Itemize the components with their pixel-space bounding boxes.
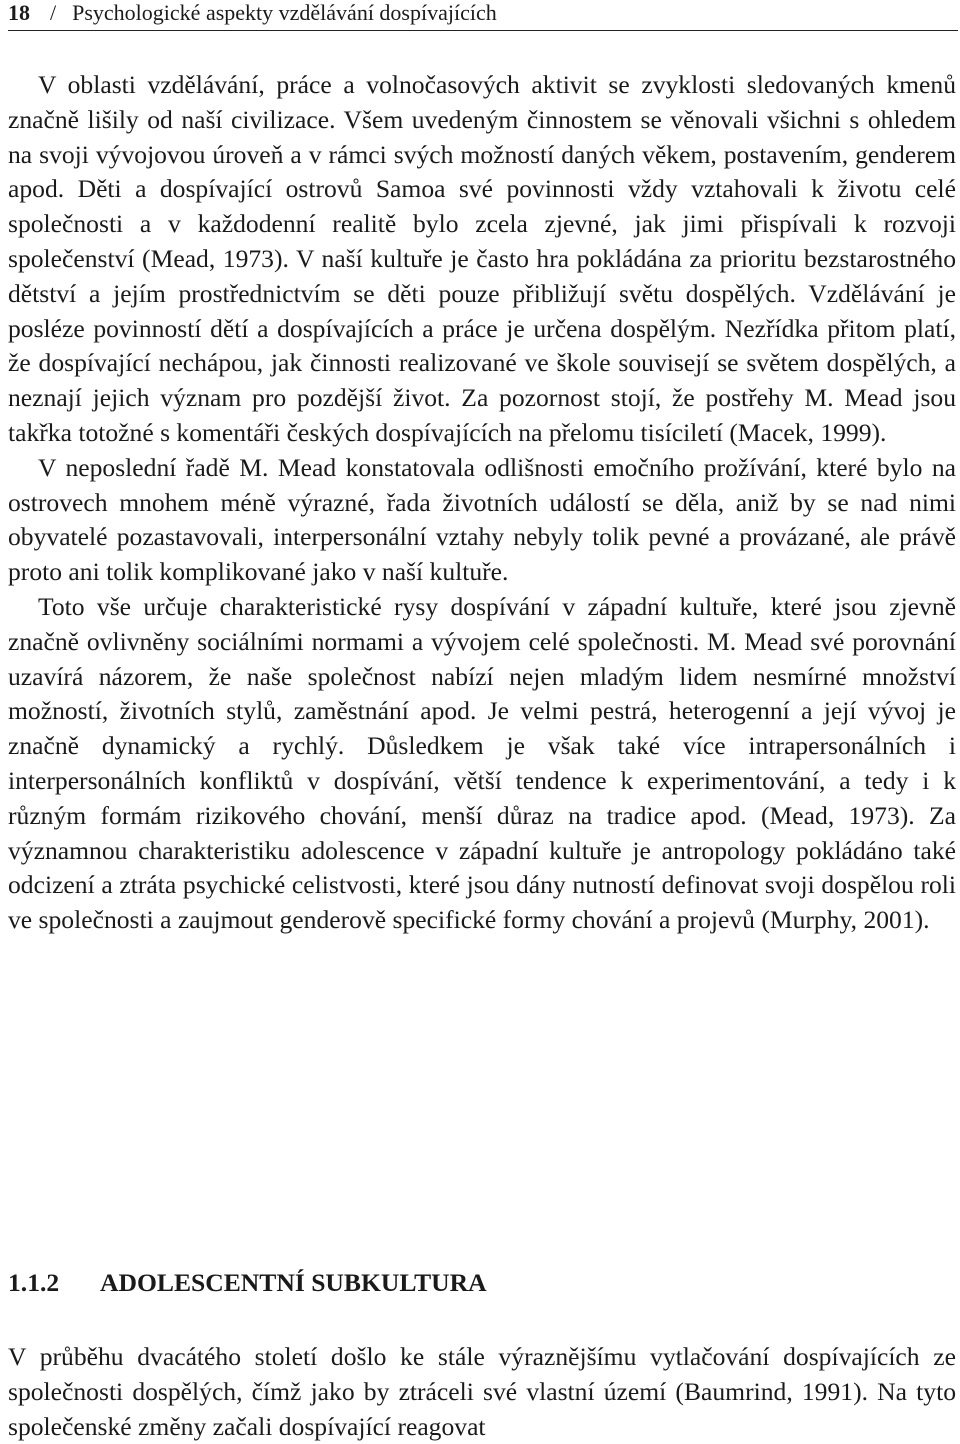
header-separator: / [50,0,57,25]
paragraph-education: V oblasti vzdělávání, práce a volnočasových aktivit se zvyklosti sledovaných kmenů značně lišily od naší civilizace. Všem uvedeným činnostem se věnovali všichni s ohledem na svoji vývojovou úroveň a v rámci svých možností daných věkem, postavením, genderem apod. Děti a dospívající ostrovů Samoa své povinnosti vždy vztahovali k životu celé společnosti a v každodenní realitě bylo zcela zjevné, jak jimi přispívali k rozvoji společenství (Mead, 1973). V naší kultuře je často hra pokládána za prioritu bezstarostného dětství a jejím prostřednictvím se děti pouze přibližují světu dospělých. Vzdělávání je posléze povinností dětí a dospívajících a práce je určena dospělým. Nezřídka přitom platí, že dospívající nechápou, jak činnosti realizované ve škole souvisejí se světem dospělých, a neznají jejich význam pro pozdější život. Za pozornost stojí, že postřehy M. Mead jsou takřka totožné s komentáři českých dospívajících na přelomu tisíciletí (Macek, 1999). [8,70,956,447]
page-number: 18 [8,0,30,25]
section-number: 1.1.2 [8,1268,60,1297]
section-heading [8,1266,487,1300]
paragraph-subculture: V průběhu dvacátého století došlo ke stále výraznějšímu vytlačování dospívajících ze společnosti dospělých, čímž jako by ztráceli své vlastní území (Baumrind, 1991). Na tyto společenské změny začali dospívající reagovat [8,1342,956,1441]
paragraph-western-culture: Toto vše určuje charakteristické rysy dospívání v západní kultuře, které jsou zjevně značně ovlivněny sociálními normami a vývojem celé společnosti. M. Mead své porovnání uzavírá názorem, že naše společnost nabízí nejen mladým lidem nesmírné množství možností, životních stylů, zaměstnání apod. Je velmi pestrá, heterogenní a její vývoj je značně dynamický a rychlý. Důsledkem je však také více intrapersonálních i interpersonálních konfliktů v dospívání, větší tendence k experimentování, a tedy i k různým formám rizikového chování, menší důraz na tradice apod. (Mead, 1973). Za významnou charakteristiku adolescence v západní kultuře je antropology pokládáno také odcizení a ztráta psychické celistvosti, které jsou dány nutností definovat svoji dospělou roli ve společnosti a zaujmout genderově specifické formy chování a projevů (Murphy, 2001). [8,591,956,935]
section-body [8,1340,956,1444]
running-header [8,0,958,31]
paragraph-emotions: V neposlední řadě M. Mead konstatovala odlišnosti emočního prožívání, které bylo na ostrovech mnohem méně výrazné, řada životních událostí se děla, aniž by se nad nimi obyvatelé pozastavovali, interpersonální vztahy nebyly tolik pevné a provázané, ale právě proto ani tolik komplikované jako v naší kultuře. [8,452,956,587]
section-title: ADOLESCENTNÍ SUBKULTURA [100,1268,487,1297]
body-text [8,68,956,938]
running-title: Psychologické aspekty vzdělávání dospívajících [72,0,497,25]
